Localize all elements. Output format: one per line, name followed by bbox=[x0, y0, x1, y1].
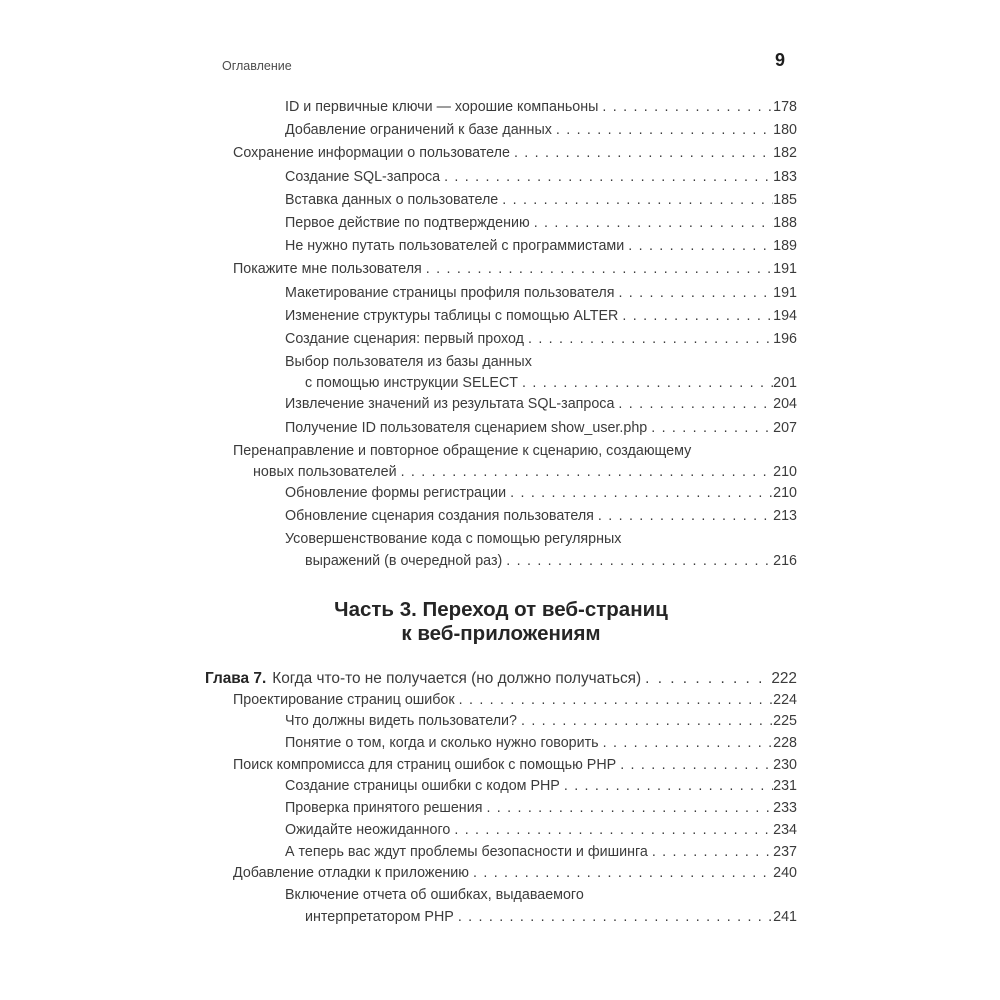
dot-leader bbox=[556, 119, 773, 142]
toc-entry-title: интерпретатором PHP bbox=[305, 908, 454, 925]
toc-entry-page: 228 bbox=[773, 735, 797, 752]
running-title: Оглавление bbox=[222, 59, 292, 73]
toc-entry-page: 224 bbox=[773, 691, 797, 708]
toc-entry-title: новых пользователей bbox=[253, 464, 397, 481]
toc-entry-title: Покажите мне пользователя bbox=[233, 261, 422, 278]
toc-entry-title: Усовершенствование кода с помощью регулярных bbox=[285, 531, 622, 548]
toc-entry bbox=[205, 863, 797, 885]
toc-entry-title: с помощью инструкции SELECT bbox=[305, 375, 519, 392]
toc-entry-page: 194 bbox=[773, 307, 797, 324]
dot-leader bbox=[620, 755, 773, 777]
toc-entry-title: Включение отчета об ошибках, выдаваемого bbox=[285, 886, 584, 903]
dot-leader bbox=[618, 393, 773, 416]
toc-entry-title: Понятие о том, когда и сколько нужно говорить bbox=[285, 735, 599, 752]
toc-entry-title: Макетирование страницы профиля пользователя bbox=[285, 284, 615, 301]
toc-entry bbox=[205, 842, 797, 864]
toc-entry-title: Создание сценария: первый проход bbox=[285, 331, 524, 348]
dot-leader bbox=[514, 142, 773, 165]
toc-entry-title: Проверка принятого решения bbox=[285, 800, 483, 817]
dot-leader bbox=[602, 96, 773, 119]
toc-entry-page: 196 bbox=[773, 331, 797, 348]
dot-leader bbox=[521, 711, 773, 733]
toc-entry-page: 191 bbox=[773, 261, 797, 278]
dot-leader bbox=[486, 798, 773, 820]
dot-leader bbox=[506, 552, 773, 571]
toc-entry-page: 201 bbox=[773, 375, 797, 392]
dot-leader bbox=[651, 417, 773, 440]
toc-entry bbox=[205, 820, 797, 842]
toc-entry-title: Поиск компромисса для страниц ошибок с помощью PHP bbox=[233, 756, 617, 773]
toc-entry-title: Обновление сценария создания пользователя bbox=[285, 508, 594, 525]
toc-entry-title: Что должны видеть пользователи? bbox=[285, 713, 517, 730]
toc-entry-page: 188 bbox=[773, 215, 797, 232]
dot-leader bbox=[652, 842, 773, 864]
dot-leader bbox=[598, 505, 773, 528]
toc-entry bbox=[205, 166, 797, 189]
toc-entry-title: Извлечение значений из результата SQL-запроса bbox=[285, 396, 615, 413]
toc-entry-page: 233 bbox=[773, 800, 797, 817]
dot-leader bbox=[510, 482, 773, 505]
toc-entry bbox=[205, 393, 797, 416]
chapter-page: 222 bbox=[771, 669, 797, 687]
toc-entry bbox=[205, 417, 797, 440]
toc-entry-page: 207 bbox=[773, 419, 797, 436]
toc-entry-page: 210 bbox=[773, 464, 797, 481]
toc-entry-page: 231 bbox=[773, 778, 797, 795]
dot-leader bbox=[502, 189, 773, 212]
chapter-title: Когда что-то не получается (но должно получаться) bbox=[272, 669, 642, 687]
toc-entry bbox=[205, 96, 797, 119]
toc-entry-page: 182 bbox=[773, 145, 797, 162]
page-number: 9 bbox=[774, 50, 785, 70]
toc-entry-page: 241 bbox=[773, 908, 797, 925]
toc-entry-page: 213 bbox=[773, 508, 797, 525]
toc-entry-page: 178 bbox=[773, 99, 797, 115]
part-heading-line2: к веб-приложениям bbox=[401, 622, 601, 646]
toc-entry bbox=[205, 690, 797, 712]
dot-leader bbox=[645, 667, 771, 690]
toc-entry bbox=[205, 351, 797, 393]
toc-entry bbox=[205, 711, 797, 733]
dot-leader bbox=[603, 733, 774, 755]
toc-entry-title: Ожидайте неожиданного bbox=[285, 821, 451, 838]
chapter-label: Глава 7. bbox=[205, 669, 267, 687]
table-of-contents bbox=[205, 96, 797, 927]
toc-entry-page: 216 bbox=[773, 552, 797, 569]
toc-entry bbox=[205, 482, 797, 505]
toc-entry-title: Проектирование страниц ошибок bbox=[233, 691, 455, 708]
toc-entry-title: выражений (в очередной раз) bbox=[305, 552, 503, 569]
dot-leader bbox=[618, 282, 773, 305]
toc-entry-page: 234 bbox=[773, 821, 797, 838]
dot-leader bbox=[458, 907, 773, 927]
toc-entry-page: 225 bbox=[773, 713, 797, 730]
toc-entry-page: 204 bbox=[773, 396, 797, 413]
toc-entry-title: ID и первичные ключи — хорошие компаньоны bbox=[285, 99, 599, 115]
toc-entry-title: Вставка данных о пользователе bbox=[285, 191, 499, 208]
toc-list-top bbox=[205, 96, 797, 571]
toc-entry bbox=[205, 328, 797, 351]
dot-leader bbox=[401, 463, 774, 482]
dot-leader bbox=[622, 305, 773, 328]
toc-entry bbox=[205, 189, 797, 212]
toc-entry-page: 185 bbox=[773, 191, 797, 208]
toc-entry-page: 237 bbox=[773, 843, 797, 860]
toc-entry bbox=[205, 212, 797, 235]
toc-entry bbox=[205, 305, 797, 328]
dot-leader bbox=[522, 374, 773, 393]
toc-entry-title: Обновление формы регистрации bbox=[285, 485, 507, 502]
dot-leader bbox=[459, 690, 774, 712]
dot-leader bbox=[628, 235, 773, 258]
toc-entry bbox=[205, 142, 797, 165]
toc-entry bbox=[205, 885, 797, 927]
toc-entry-page: 189 bbox=[773, 238, 797, 255]
toc-entry-page: 191 bbox=[773, 284, 797, 301]
dot-leader bbox=[454, 820, 773, 842]
toc-entry bbox=[205, 282, 797, 305]
toc-entry-title: Получение ID пользователя сценарием show_user.php bbox=[285, 419, 648, 436]
toc-entry-title: Добавление ограничений к базе данных bbox=[285, 122, 552, 139]
toc-entry bbox=[205, 776, 797, 798]
toc-entry bbox=[205, 440, 797, 482]
toc-entry-title: Добавление отладки к приложению bbox=[233, 865, 470, 882]
toc-entry-title: Перенаправление и повторное обращение к сценарию, создающему bbox=[233, 442, 692, 459]
toc-entry-title: А теперь вас ждут проблемы безопасности и фишинга bbox=[285, 843, 648, 860]
toc-entry-page: 240 bbox=[773, 865, 797, 882]
toc-entry bbox=[205, 119, 797, 142]
toc-entry bbox=[205, 733, 797, 755]
toc-entry bbox=[205, 528, 797, 570]
dot-leader bbox=[473, 863, 773, 885]
toc-entry bbox=[205, 798, 797, 820]
dot-leader bbox=[426, 258, 773, 281]
toc-entry-title: Создание SQL-запроса bbox=[285, 168, 441, 185]
dot-leader bbox=[444, 166, 773, 189]
toc-list-bottom bbox=[205, 690, 797, 927]
part-heading bbox=[205, 598, 797, 647]
toc-entry-title: Выбор пользователя из базы данных bbox=[285, 354, 532, 371]
dot-leader bbox=[564, 776, 773, 798]
toc-entry bbox=[205, 235, 797, 258]
toc-entry-title: Сохранение информации о пользователе bbox=[233, 145, 510, 162]
dot-leader bbox=[534, 212, 773, 235]
toc-entry bbox=[205, 258, 797, 281]
toc-entry-page: 210 bbox=[773, 485, 797, 502]
toc-entry bbox=[205, 755, 797, 777]
toc-entry-title: Первое действие по подтверждению bbox=[285, 215, 530, 232]
toc-entry bbox=[205, 505, 797, 528]
toc-entry-page: 183 bbox=[773, 168, 797, 185]
toc-entry-title: Изменение структуры таблицы с помощью ALTER bbox=[285, 307, 619, 324]
toc-entry-page: 180 bbox=[773, 122, 797, 139]
dot-leader bbox=[528, 328, 773, 351]
toc-entry-title: Создание страницы ошибки с кодом PHP bbox=[285, 778, 560, 795]
part-heading-line1: Часть 3. Переход от веб-страниц bbox=[334, 597, 668, 621]
chapter-entry bbox=[205, 667, 797, 690]
toc-entry-title: Не нужно путать пользователей с программистами bbox=[285, 238, 625, 255]
toc-entry-page: 230 bbox=[773, 756, 797, 773]
